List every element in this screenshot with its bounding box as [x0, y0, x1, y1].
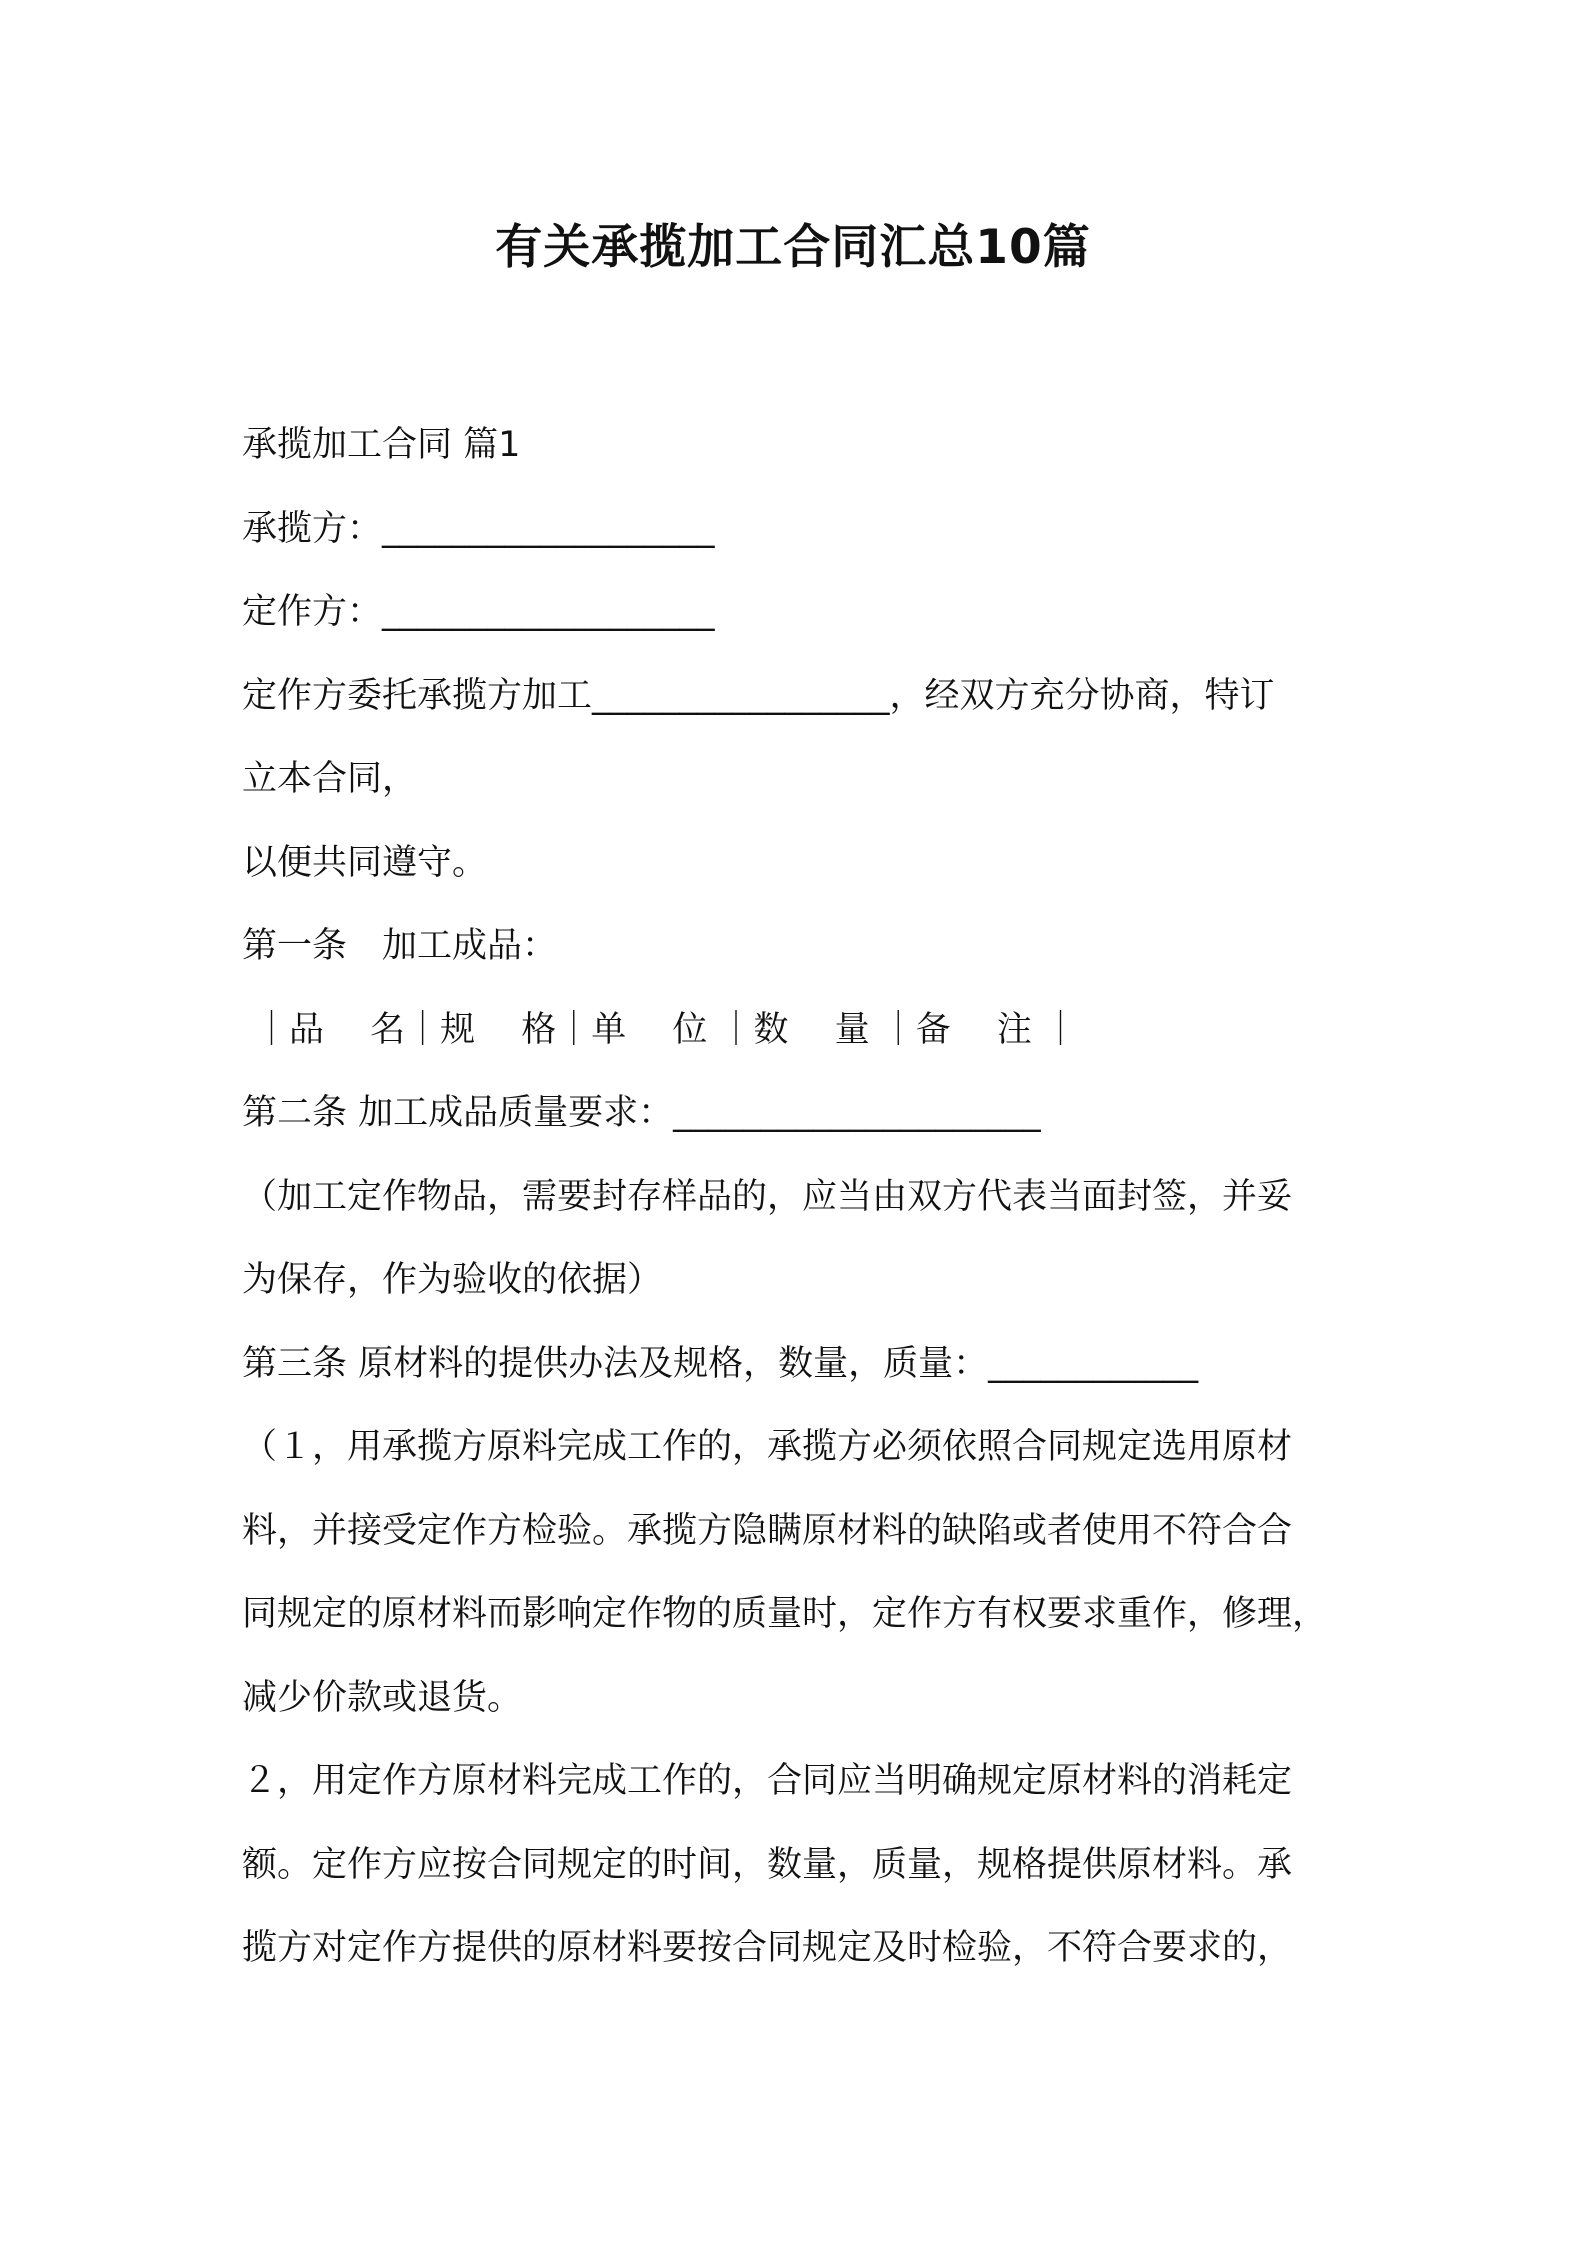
- document-title: 有关承揽加工合同汇总10篇: [495, 220, 1091, 275]
- paragraph-line: 定作方委托承揽方加工_________________，经双方充分协商，特订: [242, 675, 1275, 716]
- paragraph-line: 揽方对定作方提供的原材料要按合同规定及时检验，不符合要求的，: [242, 1928, 1293, 1968]
- paragraph-line: 减少价款或退货。: [242, 1677, 523, 1718]
- section-heading: 承揽加工合同 篇1: [242, 425, 521, 465]
- client-field: 定作方：___________________: [242, 592, 715, 632]
- contractor-field: 承揽方：___________________: [242, 508, 715, 549]
- paragraph-line: 为保存，作为验收的依据）: [242, 1260, 663, 1300]
- paragraph-line: 以便共同遵守。: [242, 842, 488, 883]
- product-table-header: ｜品 名｜规 格｜单 位 ｜数 量 ｜备 注 ｜: [254, 1009, 1079, 1050]
- article-heading: 第三条 原材料的提供办法及规格，数量，质量：____________: [242, 1343, 1199, 1384]
- paragraph-line: 料，并接受定作方检验。承揽方隐瞒原材料的缺陷或者使用不符合合: [242, 1510, 1293, 1551]
- document-body: [242, 404, 1357, 1991]
- paragraph-line: ２，用定作方原材料完成工作的，合同应当明确规定原材料的消耗定: [242, 1761, 1293, 1801]
- paragraph-line: （加工定作物品，需要封存样品的，应当由双方代表当面封签，并妥: [242, 1176, 1293, 1217]
- article-heading: 第二条 加工成品质量要求：_____________________: [242, 1093, 1041, 1133]
- paragraph-line: 同规定的原材料而影响定作物的质量时，定作方有权要求重作，修理，: [242, 1594, 1328, 1634]
- paragraph-line: 额。定作方应按合同规定的时间，数量，质量，规格提供原材料。承: [242, 1844, 1293, 1885]
- paragraph-line: （１，用承揽方原料完成工作的，承揽方必须依照合同规定选用原材: [242, 1427, 1293, 1467]
- article-heading: 第一条 加工成品：: [242, 926, 558, 966]
- paragraph-line: 立本合同，: [242, 759, 418, 799]
